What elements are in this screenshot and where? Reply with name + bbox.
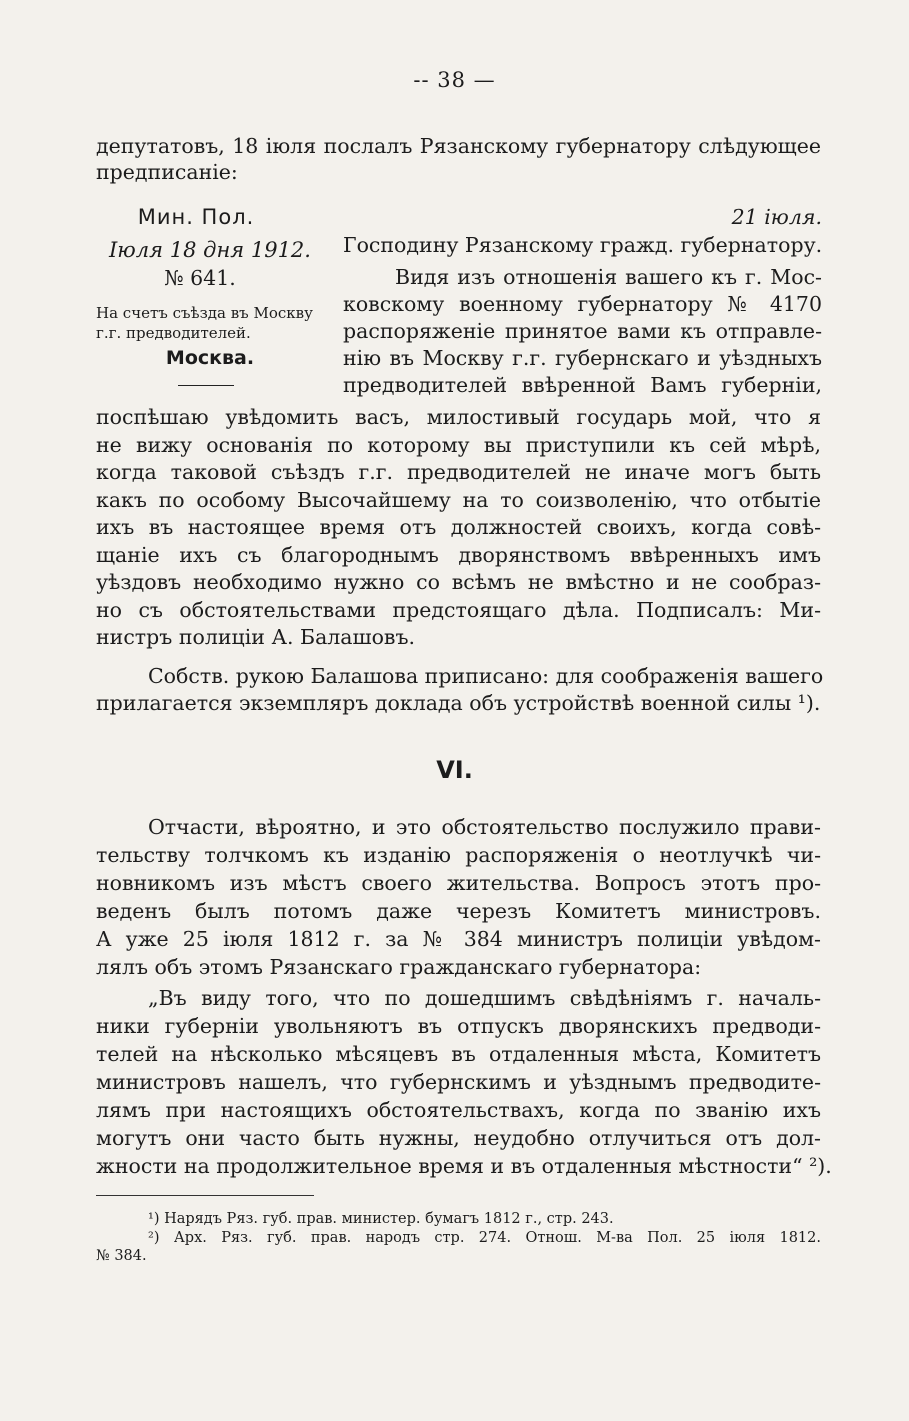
footnote-2: ²) Арх. Ряз. губ. прав. народъ стр. 274. Отнош. М-ва Пол. 25 іюля 1812. [148, 1230, 821, 1246]
letter-right-line: распоряженіе принятое вами къ отправле- [343, 319, 822, 343]
body-line: тельству толчкомъ къ изданію распоряженія о неотлучкѣ чи- [96, 843, 821, 867]
body-line: Отчасти, вѣроятно, и это обстоятельство послужило прави- [148, 815, 821, 839]
letter-line: какъ по особому Высочайшему на то соизволенію, что отбытіе [96, 488, 821, 512]
letter-right-line: ковскому военному губернатору № 4170 [343, 292, 822, 316]
body-line: лялъ объ этомъ Рязанскаго гражданскаго губернатора: [96, 955, 702, 979]
short-divider [178, 385, 234, 386]
quote-line: министровъ нашелъ, что губернскимъ и уѣзднымъ предводите- [96, 1070, 821, 1094]
letter-city: Москва. [165, 347, 255, 369]
footnote-1: ¹) Нарядъ Ряз. губ. прав. министер. бумагъ 1812 г., стр. 243. [148, 1211, 614, 1227]
intro-line-1: депутатовъ, 18 іюля послалъ Рязанскому губернатору слѣдующее [96, 134, 821, 158]
letter-line: поспѣшаю увѣдомить васъ, милостивый государь мой, что я [96, 405, 821, 429]
quote-line: „Въ виду того, что по дошедшимъ свѣдѣніямъ г. началь- [148, 986, 821, 1010]
letter-line: нистръ полиціи А. Балашовъ. [96, 625, 416, 649]
letter-addressee: Господину Рязанскому гражд. губернатору. [343, 233, 823, 257]
page-number: -- 38 — [413, 68, 496, 92]
postscript-line: прилагается экземпляръ доклада объ устройствѣ военной силы ¹). [96, 691, 821, 715]
letter-line: когда таковой съѣздъ г.г. предводителей не иначе могъ быть [96, 460, 821, 484]
letter-right-line: предводителей ввѣренной Вамъ губерніи, [343, 373, 822, 397]
ministry-label: Мин. Пол. [137, 205, 255, 229]
letter-line: не вижу основанія по которому вы приступили къ сей мѣрѣ, [96, 433, 821, 457]
letter-subject-note: На счетъ съѣзда въ Москву г.г. предводителей. [96, 304, 313, 342]
letter-right-line: нію въ Москву г.г. губернскаго и уѣздныхъ [343, 346, 822, 370]
letter-line: ихъ въ настоящее время отъ должностей своихъ, когда совѣ- [96, 515, 821, 539]
footnote-2-cont: № 384. [96, 1248, 147, 1264]
letter-number: № 641. [164, 266, 236, 290]
quote-line: могутъ они часто быть нужны, неудобно отлучиться отъ дол- [96, 1126, 821, 1150]
letter-line: щаніе ихъ съ благороднымъ дворянствомъ ввѣренныхъ имъ [96, 543, 821, 567]
letter-right-line: Видя изъ отношенія вашего къ г. Мос- [395, 265, 822, 289]
intro-line-2: предписаніе: [96, 160, 238, 184]
body-line: веденъ былъ потомъ даже черезъ Комитетъ министровъ. [96, 899, 821, 923]
body-line: А уже 25 іюля 1812 г. за № 384 министръ полиціи увѣдом- [96, 927, 821, 951]
quote-line: жности на продолжительное время и въ отдаленныя мѣстности“ ²). [96, 1154, 832, 1178]
footnote-rule [96, 1195, 314, 1196]
quote-line: лямъ при настоящихъ обстоятельствахъ, когда по званію ихъ [96, 1098, 821, 1122]
letter-date: Іюля 18 дня 1912. [109, 238, 311, 262]
letter-line: но съ обстоятельствами предстоящаго дѣла. Подписалъ: Ми- [96, 598, 821, 622]
quote-line: телей на нѣсколько мѣсяцевъ въ отдаленныя мѣста, Комитетъ [96, 1042, 821, 1066]
section-heading: VI. [436, 756, 473, 784]
letter-line: уѣздовъ необходимо нужно со всѣмъ не вмѣстно и не сообраз- [96, 570, 821, 594]
letter-right-date: 21 іюля. [731, 205, 822, 229]
postscript-line: Собств. рукою Балашова приписано: для соображенія вашего [148, 664, 824, 688]
quote-line: ники губерніи увольняютъ въ отпускъ дворянскихъ предводи- [96, 1014, 821, 1038]
body-line: новникомъ изъ мѣстъ своего жительства. Вопросъ этотъ про- [96, 871, 821, 895]
